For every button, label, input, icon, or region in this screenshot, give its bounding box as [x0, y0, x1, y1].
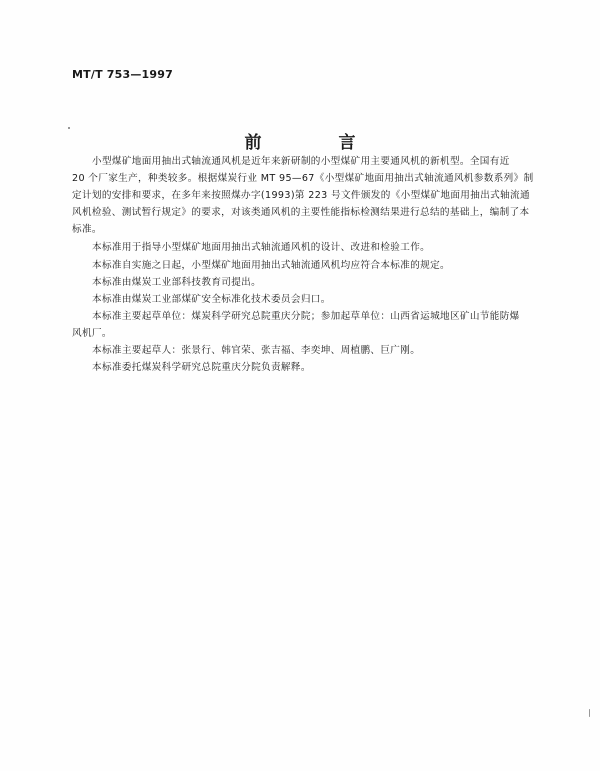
text-line: 标准。: [72, 224, 102, 235]
text-line: 20 个厂家生产，种类较多。根据煤炭行业 MT 95—67《小型煤矿地面用抽出式轴流通风机参数系列》制: [72, 173, 534, 184]
text-line: 本标准主要起草人：张景行、韩官荣、张吉福、李奕坤、周植鹏、巨广刚。: [92, 345, 421, 356]
text-line: 本标准用于指导小型煤矿地面用抽出式轴流通风机的设计、改进和检验工作。: [92, 242, 431, 253]
scan-speck: [589, 709, 590, 717]
section-heading-foreword: 前 言: [244, 133, 386, 153]
text-line: 本标准自实施之日起，小型煤矿地面用抽出式轴流通风机均应符合本标准的规定。: [92, 260, 450, 271]
standard-code: MT/T 753—1997: [72, 68, 173, 81]
text-line: 风机检验、测试暂行规定》的要求，对该类通风机的主要性能指标检测结果进行总结的基础上，编制了本: [72, 207, 530, 218]
text-line: 风机厂。: [72, 328, 112, 339]
text-line: 本标准由煤炭工业部煤矿安全标准化技术委员会归口。: [92, 294, 331, 305]
text-line: 定计划的安排和要求，在多年来按照煤办字(1993)第 223 号文件颁发的《小型煤矿地面用抽出式轴流通: [72, 190, 530, 201]
text-line: 小型煤矿地面用抽出式轴流通风机是近年来新研制的小型煤矿用主要通风机的新机型。全国有近: [92, 156, 510, 167]
text-line: 本标准由煤炭工业部科技教育司提出。: [92, 277, 262, 288]
text-line: 本标准主要起草单位：煤炭科学研究总院重庆分院；参加起草单位：山西省运城地区矿山节能防爆: [92, 311, 520, 322]
scan-speck: [68, 127, 70, 129]
text-line: 本标准委托煤炭科学研究总院重庆分院负责解释。: [92, 362, 311, 373]
